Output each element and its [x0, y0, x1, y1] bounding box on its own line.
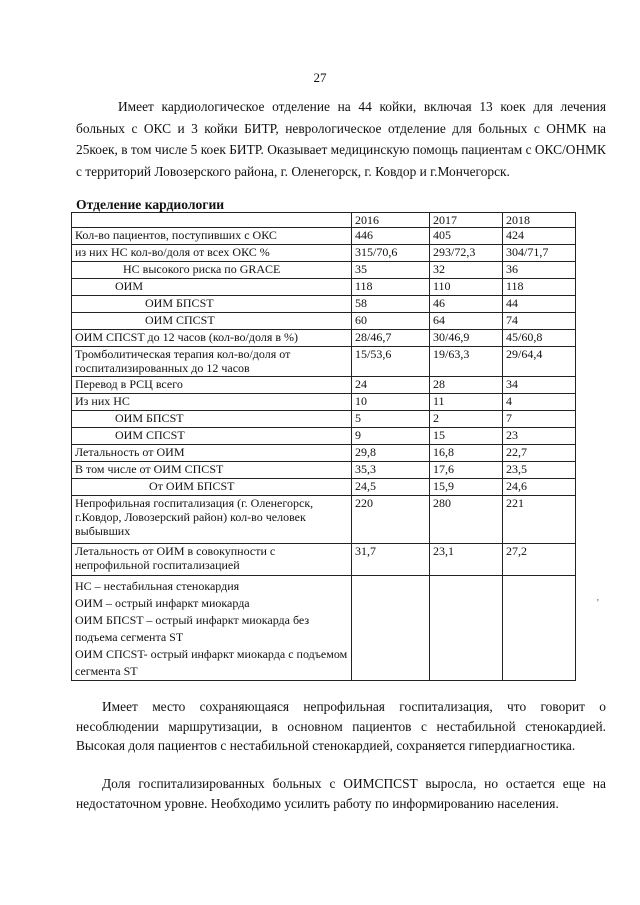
- row-label: Летальность от ОИМ в совокупности с непрофильной госпитализацией: [72, 544, 352, 576]
- row-value-2017: 405: [430, 228, 503, 245]
- row-value-2018: 304/71,7: [503, 245, 576, 262]
- row-label: ОИМ СПСST до 12 часов (кол-во/доля в %): [72, 330, 352, 347]
- row-label: Летальность от ОИМ: [72, 445, 352, 462]
- cardiology-stats-table: [71, 212, 576, 681]
- row-label: В том числе от ОИМ СПСST: [72, 462, 352, 479]
- row-label: НС высокого риска по GRACE: [72, 262, 352, 279]
- row-label: ОИМ БПСST: [72, 411, 352, 428]
- row-value-2018: 36: [503, 262, 576, 279]
- row-value-2016: 220: [352, 496, 430, 544]
- row-value-2016: 35,3: [352, 462, 430, 479]
- table-row: [72, 479, 576, 496]
- row-value-2017: 64: [430, 313, 503, 330]
- row-value-2017: 17,6: [430, 462, 503, 479]
- row-value-2018: 44: [503, 296, 576, 313]
- table-row: [72, 445, 576, 462]
- conclusion-paragraph-2: Доля госпитализированных больных с ОИМСПСST выросла, но остается еще на недостаточном уровне. Необходимо усилить работу по информированию населения.: [76, 776, 606, 811]
- legend-item: НС – нестабильная стенокардия: [75, 579, 240, 593]
- row-value-2017: 28: [430, 377, 503, 394]
- row-label: Кол-во пациентов, поступивших с ОКС: [72, 228, 352, 245]
- table-row: [72, 228, 576, 245]
- row-value-2018: 74: [503, 313, 576, 330]
- section-title: Отделение кардиологии: [76, 197, 225, 212]
- legend-empty-cell: [352, 576, 430, 681]
- table-row: [72, 411, 576, 428]
- row-label: Тромболитическая терапия кол-во/доля от госпитализированных до 12 часов: [72, 347, 352, 377]
- page-number: 27: [313, 70, 327, 85]
- intro-paragraph: Имеет кардиологическое отделение на 44 койки, включая 13 коек для лечения больных с ОКС и 3 койки БИТР, неврологическое отделение для больных с ОНМК на 25коек, в том числе 5 коек БИТР. Оказывает медицинскую помощь пациентам с ОКС/ОНМК с территорий Ловозерского района, г. Оленегорск, г. Ковдор и г.Мончегорск.: [76, 99, 606, 179]
- table-row: [72, 428, 576, 445]
- row-value-2016: 15/53,6: [352, 347, 430, 377]
- row-label: ОИМ СПСST: [72, 313, 352, 330]
- legend-row: [72, 576, 576, 681]
- table-header-row: [72, 213, 576, 228]
- legend-item: ОИМ СПСST- острый инфаркт миокарда с подъемом сегмента ST: [75, 647, 348, 678]
- row-value-2017: 30/46,9: [430, 330, 503, 347]
- row-value-2017: 15,9: [430, 479, 503, 496]
- legend-empty-cell: [430, 576, 503, 681]
- row-value-2016: 31,7: [352, 544, 430, 576]
- row-value-2017: 46: [430, 296, 503, 313]
- row-value-2016: 58: [352, 296, 430, 313]
- row-value-2016: 29,8: [352, 445, 430, 462]
- row-label: Из них НС: [72, 394, 352, 411]
- row-value-2016: 446: [352, 228, 430, 245]
- row-label: От ОИМ БПСST: [72, 479, 352, 496]
- table-row: [72, 279, 576, 296]
- row-value-2017: 16,8: [430, 445, 503, 462]
- row-value-2018: 118: [503, 279, 576, 296]
- row-value-2017: 15: [430, 428, 503, 445]
- conclusion-paragraph-1: Имеет место сохраняющаяся непрофильная госпитализация, что говорит о несоблюдении маршрутизации, в основном пациентов с нестабильной стенокардией. Высокая доля пациентов с нестабильной стенокардией, сохраняется гипердиагностика.: [76, 699, 606, 753]
- row-value-2018: 23,5: [503, 462, 576, 479]
- row-label: из них НС кол-во/доля от всех ОКС %: [72, 245, 352, 262]
- table-row: [72, 377, 576, 394]
- row-value-2018: 27,2: [503, 544, 576, 576]
- row-value-2016: 28/46,7: [352, 330, 430, 347]
- table-row: [72, 245, 576, 262]
- row-value-2018: 24,6: [503, 479, 576, 496]
- table-row: [72, 262, 576, 279]
- row-value-2018: 23: [503, 428, 576, 445]
- row-value-2018: 7: [503, 411, 576, 428]
- row-label: Непрофильная госпитализация (г. Оленегорск, г.Ковдор, Ловозерский район) кол-во человек выбывших: [72, 496, 352, 544]
- row-value-2016: 60: [352, 313, 430, 330]
- abbreviation-legend: [72, 576, 352, 681]
- table-row: [72, 347, 576, 377]
- row-label: ОИМ БПСST: [72, 296, 352, 313]
- row-label: ОИМ: [72, 279, 352, 296]
- row-value-2017: 19/63,3: [430, 347, 503, 377]
- row-value-2017: 23,1: [430, 544, 503, 576]
- row-value-2018: 29/64,4: [503, 347, 576, 377]
- row-value-2018: 22,7: [503, 445, 576, 462]
- table-row: [72, 313, 576, 330]
- legend-item: ОИМ БПСST – острый инфаркт миокарда без подъема сегмента ST: [75, 613, 310, 644]
- row-value-2016: 118: [352, 279, 430, 296]
- row-value-2018: 424: [503, 228, 576, 245]
- margin-mark: ': [597, 598, 599, 609]
- row-value-2017: 110: [430, 279, 503, 296]
- row-value-2016: 5: [352, 411, 430, 428]
- row-value-2017: 280: [430, 496, 503, 544]
- row-label: Перевод в РСЦ всего: [72, 377, 352, 394]
- table-row: [72, 330, 576, 347]
- header-empty-cell: [72, 213, 352, 228]
- header-year-2016: 2016: [352, 213, 430, 228]
- legend-empty-cell: [503, 576, 576, 681]
- row-value-2016: 24: [352, 377, 430, 394]
- row-value-2017: 293/72,3: [430, 245, 503, 262]
- row-value-2016: 315/70,6: [352, 245, 430, 262]
- header-year-2018: 2018: [503, 213, 576, 228]
- row-value-2016: 24,5: [352, 479, 430, 496]
- row-value-2018: 221: [503, 496, 576, 544]
- table-row: [72, 462, 576, 479]
- row-value-2017: 2: [430, 411, 503, 428]
- row-value-2016: 10: [352, 394, 430, 411]
- row-value-2016: 9: [352, 428, 430, 445]
- row-value-2018: 4: [503, 394, 576, 411]
- row-value-2018: 34: [503, 377, 576, 394]
- legend-item: ОИМ – острый инфаркт миокарда: [75, 596, 250, 610]
- row-value-2017: 32: [430, 262, 503, 279]
- row-value-2017: 11: [430, 394, 503, 411]
- table-row: [72, 496, 576, 544]
- row-value-2018: 45/60,8: [503, 330, 576, 347]
- row-value-2016: 35: [352, 262, 430, 279]
- row-label: ОИМ СПСST: [72, 428, 352, 445]
- table-row: [72, 394, 576, 411]
- table-row: [72, 544, 576, 576]
- table-row: [72, 296, 576, 313]
- header-year-2017: 2017: [430, 213, 503, 228]
